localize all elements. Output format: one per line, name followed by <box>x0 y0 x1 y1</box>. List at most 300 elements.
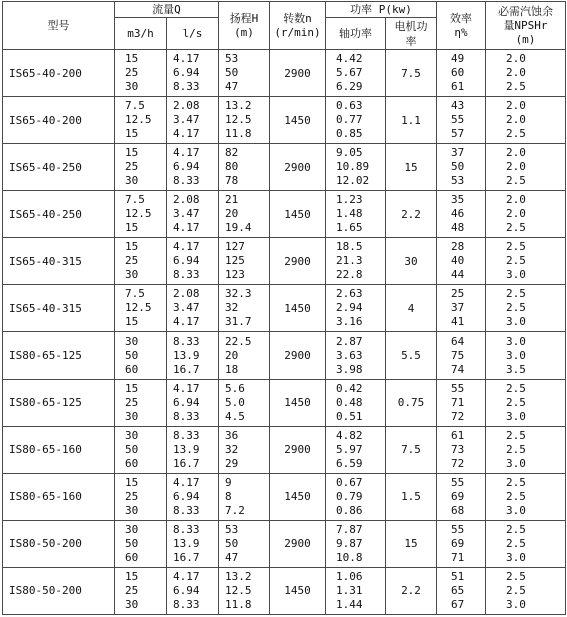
model-cell: IS65-40-315 <box>3 285 115 332</box>
flow-m3h-cell-value: 12.5 <box>125 207 152 221</box>
shaft-power-cell <box>326 520 386 567</box>
efficiency-cell <box>437 332 486 379</box>
flow-m3h-cell-value: 15 <box>125 52 139 66</box>
npsh-cell-value: 2.5 <box>506 287 526 301</box>
npsh-cell <box>486 97 566 144</box>
shaft-power-cell-value: 3.98 <box>336 362 363 376</box>
flow-ls-cell-value: 2.08 <box>173 193 200 207</box>
motor-power-cell: 1.5 <box>386 473 437 520</box>
head-cell-value: 13.2 <box>225 99 252 113</box>
flow-ls-cell-value: 6.94 <box>173 489 200 503</box>
efficiency-cell <box>437 473 486 520</box>
flow-m3h-cell-value: 30 <box>125 503 139 517</box>
npsh-cell <box>486 426 566 473</box>
flow-ls-cell-value: 8.33 <box>173 597 200 611</box>
flow-m3h-cell <box>115 238 167 285</box>
npsh-cell-value: 2.0 <box>506 146 526 160</box>
flow-m3h-cell-value: 12.5 <box>125 301 152 315</box>
shaft-power-cell-value: 0.48 <box>336 395 363 409</box>
table-row <box>3 567 566 614</box>
efficiency-cell <box>437 520 486 567</box>
model-cell: IS65-40-250 <box>3 191 115 238</box>
efficiency-cell-value: 53 <box>451 174 465 188</box>
shaft-power-cell <box>326 426 386 473</box>
shaft-power-cell-value: 2.94 <box>336 301 363 315</box>
npsh-cell-value: 2.5 <box>506 381 526 395</box>
efficiency-cell-value: 65 <box>451 583 465 597</box>
shaft-power-cell <box>326 97 386 144</box>
speed-cell: 2900 <box>270 144 326 191</box>
efficiency-cell-value: 50 <box>451 160 465 174</box>
shaft-power-cell <box>326 473 386 520</box>
flow-m3h-cell-value: 30 <box>125 268 139 282</box>
flow-m3h-cell-value: 15 <box>125 315 139 329</box>
head-cell-value: 123 <box>225 268 245 282</box>
flow-m3h-cell-value: 30 <box>125 80 139 94</box>
flow-m3h-cell <box>115 520 167 567</box>
model-cell: IS80-65-160 <box>3 473 115 520</box>
flow-m3h-cell <box>115 473 167 520</box>
shaft-power-cell-value: 18.5 <box>336 240 363 254</box>
model-cell: IS65-40-315 <box>3 238 115 285</box>
flow-ls-cell <box>167 426 219 473</box>
motor-power-cell: 30 <box>386 238 437 285</box>
head-cell-value: 11.8 <box>225 127 252 141</box>
shaft-power-cell-value: 22.8 <box>336 268 363 282</box>
model-cell: IS80-50-200 <box>3 520 115 567</box>
header-efficiency <box>437 2 486 50</box>
efficiency-cell-value: 72 <box>451 409 465 423</box>
flow-m3h-cell-value: 30 <box>125 597 139 611</box>
flow-ls-cell-value: 4.17 <box>173 569 200 583</box>
head-cell-value: 20 <box>225 348 239 362</box>
flow-ls-cell-value: 13.9 <box>173 536 200 550</box>
flow-ls-cell-value: 4.17 <box>173 221 200 235</box>
flow-m3h-cell-value: 15 <box>125 146 139 160</box>
flow-m3h-cell <box>115 379 167 426</box>
efficiency-cell-value: 69 <box>451 489 465 503</box>
npsh-cell <box>486 332 566 379</box>
head-cell-value: 31.7 <box>225 315 252 329</box>
shaft-power-cell-value: 0.63 <box>336 99 363 113</box>
flow-ls-cell-value: 8.33 <box>173 522 200 536</box>
npsh-cell <box>486 238 566 285</box>
head-cell-value: 8 <box>225 489 232 503</box>
npsh-cell-value: 2.5 <box>506 254 526 268</box>
efficiency-cell-value: 73 <box>451 442 465 456</box>
efficiency-cell <box>437 567 486 614</box>
shaft-power-cell-value: 1.23 <box>336 193 363 207</box>
shaft-power-cell-value: 0.67 <box>336 475 363 489</box>
shaft-power-cell-value: 0.79 <box>336 489 363 503</box>
flow-ls-cell-value: 8.33 <box>173 268 200 282</box>
header-shaft-power: 轴功率 <box>326 18 386 50</box>
efficiency-cell-value: 55 <box>451 522 465 536</box>
npsh-cell <box>486 144 566 191</box>
shaft-power-cell-value: 4.82 <box>336 428 363 442</box>
head-cell <box>219 97 270 144</box>
flow-ls-cell <box>167 97 219 144</box>
shaft-power-cell <box>326 191 386 238</box>
npsh-cell <box>486 379 566 426</box>
table-row <box>3 520 566 567</box>
head-cell-value: 32 <box>225 301 239 315</box>
flow-m3h-cell-value: 25 <box>125 254 139 268</box>
speed-cell: 2900 <box>270 426 326 473</box>
efficiency-cell-value: 49 <box>451 52 465 66</box>
npsh-cell-value: 3.0 <box>506 550 526 564</box>
head-cell-value: 12.5 <box>225 113 252 127</box>
npsh-cell-value: 2.0 <box>506 160 526 174</box>
header-npsh <box>486 2 566 50</box>
flow-m3h-cell-value: 25 <box>125 160 139 174</box>
efficiency-cell-value: 71 <box>451 550 465 564</box>
npsh-cell-value: 3.0 <box>506 456 526 470</box>
shaft-power-cell-value: 4.42 <box>336 52 363 66</box>
shaft-power-cell-value: 0.42 <box>336 381 363 395</box>
efficiency-cell-value: 69 <box>451 536 465 550</box>
head-cell-value: 80 <box>225 160 239 174</box>
head-cell <box>219 567 270 614</box>
header-model: 型号 <box>3 2 115 50</box>
efficiency-cell-value: 28 <box>451 240 465 254</box>
head-cell-value: 78 <box>225 174 239 188</box>
flow-ls-cell-value: 6.94 <box>173 254 200 268</box>
speed-cell: 1450 <box>270 567 326 614</box>
head-cell <box>219 426 270 473</box>
flow-ls-cell <box>167 191 219 238</box>
speed-cell: 2900 <box>270 50 326 97</box>
head-cell-value: 21 <box>225 193 239 207</box>
shaft-power-cell <box>326 285 386 332</box>
head-cell-value: 19.4 <box>225 221 252 235</box>
efficiency-cell <box>437 238 486 285</box>
shaft-power-cell-value: 2.63 <box>336 287 363 301</box>
efficiency-cell-value: 68 <box>451 503 465 517</box>
shaft-power-cell <box>326 144 386 191</box>
shaft-power-cell <box>326 50 386 97</box>
head-cell <box>219 50 270 97</box>
head-cell-value: 20 <box>225 207 239 221</box>
flow-ls-cell <box>167 567 219 614</box>
flow-m3h-cell-value: 25 <box>125 395 139 409</box>
shaft-power-cell-value: 7.87 <box>336 522 363 536</box>
speed-cell: 1450 <box>270 473 326 520</box>
flow-m3h-cell-value: 15 <box>125 221 139 235</box>
npsh-cell <box>486 473 566 520</box>
npsh-cell-value: 3.0 <box>506 409 526 423</box>
flow-m3h-cell <box>115 567 167 614</box>
efficiency-cell-value: 71 <box>451 395 465 409</box>
table-row <box>3 238 566 285</box>
motor-power-cell: 5.5 <box>386 332 437 379</box>
model-cell: IS65-40-200 <box>3 50 115 97</box>
flow-m3h-cell <box>115 426 167 473</box>
flow-m3h-cell <box>115 332 167 379</box>
flow-ls-cell-value: 8.33 <box>173 80 200 94</box>
head-cell-value: 18 <box>225 362 239 376</box>
flow-ls-cell <box>167 238 219 285</box>
speed-cell: 1450 <box>270 379 326 426</box>
efficiency-cell <box>437 97 486 144</box>
head-cell <box>219 332 270 379</box>
flow-ls-cell-value: 3.47 <box>173 301 200 315</box>
header-motor-power: 电机功率 <box>386 18 437 50</box>
header-efficiency-label: 效率 <box>450 11 472 25</box>
header-npsh-line2: 量NPSHr <box>503 18 548 32</box>
npsh-cell-value: 2.5 <box>506 221 526 235</box>
flow-ls-cell-value: 13.9 <box>173 442 200 456</box>
flow-ls-cell-value: 2.08 <box>173 99 200 113</box>
shaft-power-cell <box>326 332 386 379</box>
efficiency-cell <box>437 426 486 473</box>
efficiency-cell-value: 55 <box>451 113 465 127</box>
table-row <box>3 50 566 97</box>
head-cell <box>219 191 270 238</box>
flow-m3h-cell-value: 15 <box>125 475 139 489</box>
efficiency-cell <box>437 379 486 426</box>
head-cell <box>219 144 270 191</box>
npsh-cell <box>486 285 566 332</box>
npsh-cell-value: 3.0 <box>506 268 526 282</box>
shaft-power-cell-value: 0.85 <box>336 127 363 141</box>
header-speed-label: 转数n <box>283 11 312 25</box>
efficiency-cell-value: 48 <box>451 221 465 235</box>
flow-ls-cell <box>167 144 219 191</box>
header-speed <box>270 2 326 50</box>
motor-power-cell: 4 <box>386 285 437 332</box>
header-power: 功率 P(kw) <box>326 2 437 18</box>
flow-m3h-cell-value: 7.5 <box>125 287 145 301</box>
shaft-power-cell-value: 0.51 <box>336 409 363 423</box>
npsh-cell-value: 2.5 <box>506 522 526 536</box>
head-cell-value: 47 <box>225 80 239 94</box>
efficiency-cell-value: 55 <box>451 475 465 489</box>
speed-cell: 2900 <box>270 520 326 567</box>
motor-power-cell: 15 <box>386 520 437 567</box>
model-cell: IS80-65-160 <box>3 426 115 473</box>
speed-cell: 2900 <box>270 332 326 379</box>
shaft-power-cell-value: 9.87 <box>336 536 363 550</box>
header-flow-ls: l/s <box>167 18 219 50</box>
flow-m3h-cell-value: 50 <box>125 348 139 362</box>
head-cell-value: 5.0 <box>225 395 245 409</box>
speed-cell: 1450 <box>270 97 326 144</box>
flow-m3h-cell <box>115 285 167 332</box>
shaft-power-cell <box>326 379 386 426</box>
shaft-power-cell-value: 1.31 <box>336 583 363 597</box>
npsh-cell-value: 2.0 <box>506 193 526 207</box>
motor-power-cell: 7.5 <box>386 426 437 473</box>
motor-power-cell: 15 <box>386 144 437 191</box>
head-cell-value: 11.8 <box>225 597 252 611</box>
table-row <box>3 285 566 332</box>
header-speed-unit: (r/min) <box>274 25 321 39</box>
flow-m3h-cell-value: 15 <box>125 240 139 254</box>
efficiency-cell-value: 35 <box>451 193 465 207</box>
table-row <box>3 97 566 144</box>
header-head-unit: (m) <box>234 25 254 39</box>
npsh-cell-value: 2.5 <box>506 583 526 597</box>
speed-cell: 2900 <box>270 238 326 285</box>
flow-ls-cell-value: 16.7 <box>173 550 200 564</box>
npsh-cell-value: 2.0 <box>506 66 526 80</box>
efficiency-cell <box>437 50 486 97</box>
table-row <box>3 426 566 473</box>
head-cell-value: 9 <box>225 475 232 489</box>
flow-m3h-cell-value: 25 <box>125 583 139 597</box>
npsh-cell-value: 3.0 <box>506 348 526 362</box>
npsh-cell-value: 2.5 <box>506 174 526 188</box>
header-npsh-line3: (m) <box>515 32 536 46</box>
flow-ls-cell-value: 8.33 <box>173 503 200 517</box>
head-cell-value: 36 <box>225 428 239 442</box>
npsh-cell <box>486 567 566 614</box>
pump-performance-table <box>2 1 566 615</box>
flow-m3h-cell-value: 30 <box>125 174 139 188</box>
flow-m3h-cell-value: 50 <box>125 536 139 550</box>
table-row <box>3 332 566 379</box>
flow-ls-cell-value: 6.94 <box>173 66 200 80</box>
flow-ls-cell <box>167 332 219 379</box>
head-cell-value: 82 <box>225 146 239 160</box>
flow-ls-cell-value: 3.47 <box>173 207 200 221</box>
header-head-label: 扬程H <box>229 11 259 25</box>
shaft-power-cell-value: 2.87 <box>336 334 363 348</box>
head-cell <box>219 473 270 520</box>
flow-ls-cell <box>167 285 219 332</box>
model-cell: IS80-50-200 <box>3 567 115 614</box>
efficiency-cell-value: 37 <box>451 146 465 160</box>
npsh-cell-value: 2.5 <box>506 240 526 254</box>
efficiency-cell-value: 67 <box>451 597 465 611</box>
flow-ls-cell <box>167 473 219 520</box>
flow-ls-cell <box>167 50 219 97</box>
shaft-power-cell-value: 6.29 <box>336 80 363 94</box>
flow-ls-cell-value: 4.17 <box>173 240 200 254</box>
model-cell: IS80-65-125 <box>3 332 115 379</box>
efficiency-cell-value: 74 <box>451 362 465 376</box>
flow-m3h-cell-value: 30 <box>125 409 139 423</box>
shaft-power-cell-value: 21.3 <box>336 254 363 268</box>
efficiency-cell-value: 57 <box>451 127 465 141</box>
table-row <box>3 379 566 426</box>
flow-ls-cell-value: 4.17 <box>173 381 200 395</box>
flow-ls-cell-value: 8.33 <box>173 409 200 423</box>
flow-m3h-cell-value: 30 <box>125 428 139 442</box>
flow-m3h-cell-value: 12.5 <box>125 113 152 127</box>
efficiency-cell-value: 72 <box>451 456 465 470</box>
efficiency-cell-value: 37 <box>451 301 465 315</box>
npsh-cell-value: 2.5 <box>506 127 526 141</box>
npsh-cell <box>486 520 566 567</box>
head-cell-value: 127 <box>225 240 245 254</box>
flow-m3h-cell-value: 25 <box>125 489 139 503</box>
flow-ls-cell <box>167 379 219 426</box>
npsh-cell-value: 2.5 <box>506 475 526 489</box>
shaft-power-cell-value: 0.86 <box>336 503 363 517</box>
npsh-cell-value: 3.0 <box>506 315 526 329</box>
npsh-cell-value: 2.5 <box>506 80 526 94</box>
head-cell <box>219 379 270 426</box>
head-cell-value: 32.3 <box>225 287 252 301</box>
efficiency-cell <box>437 191 486 238</box>
shaft-power-cell-value: 12.02 <box>336 174 370 188</box>
table-row <box>3 191 566 238</box>
flow-ls-cell-value: 13.9 <box>173 348 200 362</box>
header-efficiency-unit: η% <box>454 25 468 39</box>
flow-m3h-cell <box>115 50 167 97</box>
efficiency-cell-value: 41 <box>451 315 465 329</box>
shaft-power-cell-value: 9.05 <box>336 146 363 160</box>
table-row <box>3 144 566 191</box>
head-cell-value: 50 <box>225 66 239 80</box>
efficiency-cell-value: 61 <box>451 428 465 442</box>
header-flow: 流量Q <box>115 2 219 18</box>
flow-ls-cell-value: 16.7 <box>173 362 200 376</box>
flow-m3h-cell-value: 60 <box>125 550 139 564</box>
efficiency-cell-value: 55 <box>451 381 465 395</box>
head-cell-value: 5.6 <box>225 381 245 395</box>
efficiency-cell <box>437 285 486 332</box>
flow-ls-cell-value: 2.08 <box>173 287 200 301</box>
motor-power-cell: 1.1 <box>386 97 437 144</box>
flow-m3h-cell-value: 15 <box>125 569 139 583</box>
efficiency-cell-value: 43 <box>451 99 465 113</box>
head-cell <box>219 520 270 567</box>
npsh-cell-value: 2.5 <box>506 301 526 315</box>
head-cell-value: 12.5 <box>225 583 252 597</box>
table-body <box>3 50 566 615</box>
head-cell-value: 13.2 <box>225 569 252 583</box>
efficiency-cell <box>437 144 486 191</box>
flow-m3h-cell <box>115 97 167 144</box>
flow-ls-cell-value: 6.94 <box>173 583 200 597</box>
header-flow-m3h: m3/h <box>115 18 167 50</box>
table-row <box>3 473 566 520</box>
head-cell-value: 32 <box>225 442 239 456</box>
flow-ls-cell-value: 16.7 <box>173 456 200 470</box>
flow-m3h-cell-value: 15 <box>125 127 139 141</box>
shaft-power-cell <box>326 567 386 614</box>
flow-m3h-cell-value: 25 <box>125 66 139 80</box>
efficiency-cell-value: 46 <box>451 207 465 221</box>
flow-m3h-cell-value: 60 <box>125 456 139 470</box>
motor-power-cell: 0.75 <box>386 379 437 426</box>
model-cell: IS80-65-125 <box>3 379 115 426</box>
npsh-cell-value: 2.5 <box>506 442 526 456</box>
shaft-power-cell-value: 10.89 <box>336 160 370 174</box>
npsh-cell-value: 2.0 <box>506 52 526 66</box>
head-cell <box>219 285 270 332</box>
npsh-cell-value: 2.0 <box>506 99 526 113</box>
flow-ls-cell <box>167 520 219 567</box>
head-cell-value: 29 <box>225 456 239 470</box>
head-cell-value: 53 <box>225 52 239 66</box>
efficiency-cell-value: 64 <box>451 334 465 348</box>
head-cell-value: 4.5 <box>225 409 245 423</box>
speed-cell: 1450 <box>270 285 326 332</box>
npsh-cell-value: 3.5 <box>506 362 526 376</box>
shaft-power-cell <box>326 238 386 285</box>
motor-power-cell: 2.2 <box>386 567 437 614</box>
speed-cell: 1450 <box>270 191 326 238</box>
efficiency-cell-value: 60 <box>451 66 465 80</box>
npsh-cell-value: 3.0 <box>506 334 526 348</box>
npsh-cell-value: 2.0 <box>506 113 526 127</box>
header-npsh-line1: 必需汽蚀余 <box>498 4 553 18</box>
shaft-power-cell-value: 5.67 <box>336 66 363 80</box>
